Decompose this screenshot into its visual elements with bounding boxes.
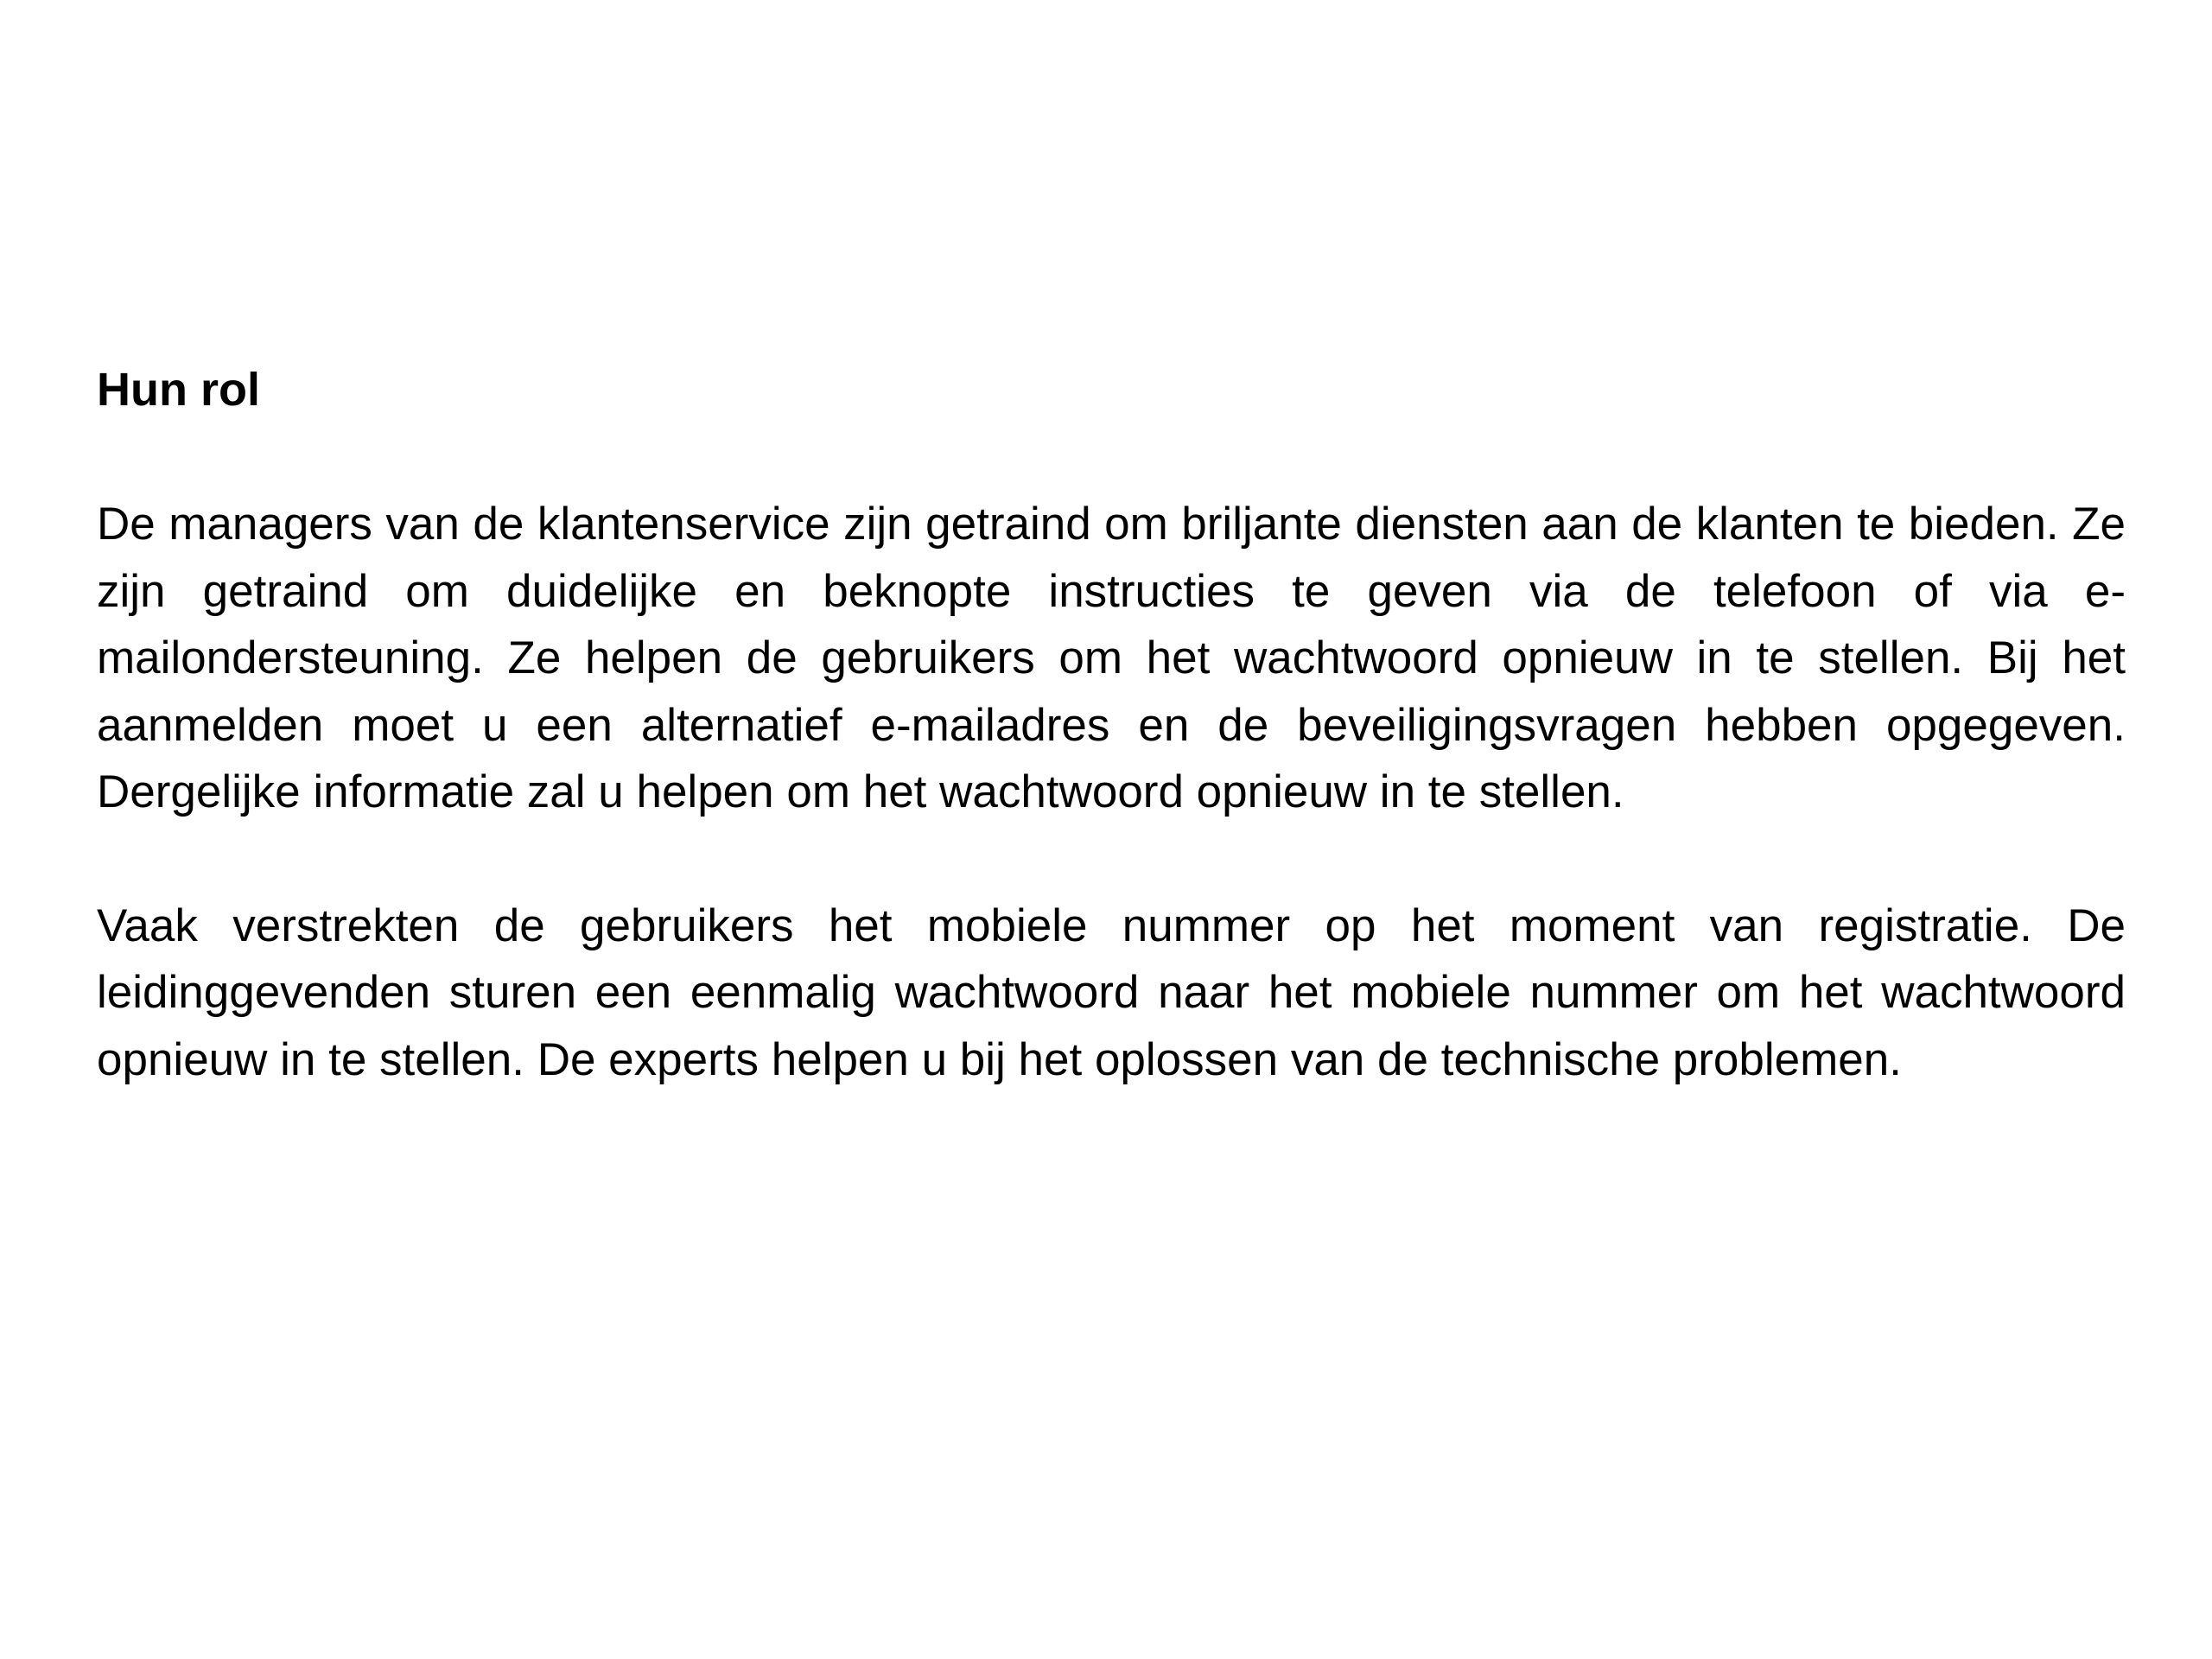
paragraph-1: De managers van de klantenservice zijn getraind om briljante diensten aan de klanten te bieden. Ze zijn getraind om duidelijke en beknopte instructies te geven via de telefoon of via e-mailondersteuning. Ze helpen de gebruikers om het wachtwoord opnieuw in te stellen. Bij het aanmelden moet u een alternatief e-mailadres en de beveiligingsvragen hebben opgegeven. Dergelijke informatie zal u helpen om het wachtwoord opnieuw in te stellen. (97, 499, 2126, 817)
document-body (97, 356, 2126, 1160)
section-heading: Hun rol (97, 364, 260, 416)
paragraph-2: Vaak verstrekten de gebruikers het mobiele nummer op het moment van registratie. De leidinggevenden sturen een eenmalig wachtwoord naar het mobiele nummer om het wachtwoord opnieuw in te stellen. De experts helpen u bij het oplossen van de technische problemen. (97, 899, 2126, 1085)
